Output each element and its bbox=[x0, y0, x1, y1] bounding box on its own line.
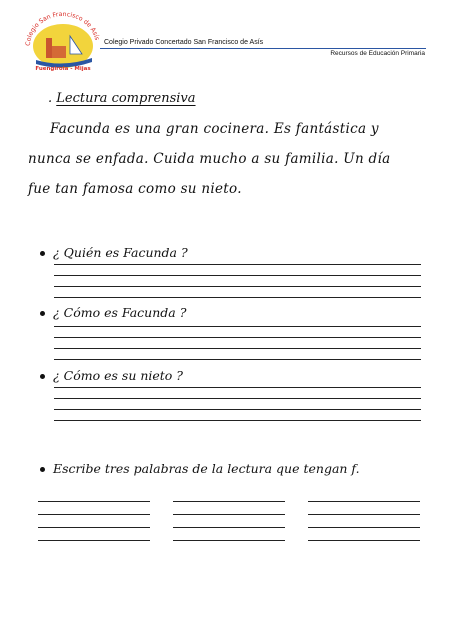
header-divider bbox=[100, 48, 426, 49]
school-name: Colegio Privado Concertado San Francisco de Asís bbox=[104, 39, 264, 46]
logo-location-text: Fuengirola - Mijas bbox=[35, 66, 91, 72]
school-logo bbox=[22, 6, 104, 72]
bullet-icon bbox=[40, 311, 45, 316]
logo-arc-text: Colegio San Francisco de Asís bbox=[24, 10, 101, 47]
reading-line-2: nunca se enfada. Cuida mucho a su familia. Un día bbox=[28, 151, 391, 167]
question-3: ¿ Cómo es su nieto ? bbox=[40, 368, 183, 383]
answer-lines-1[interactable] bbox=[54, 264, 421, 298]
word-box-2[interactable] bbox=[173, 501, 285, 541]
reading-line-3: fue tan famosa como su nieto. bbox=[28, 181, 242, 197]
logo-tower-icon bbox=[46, 38, 52, 58]
bullet-icon bbox=[40, 251, 45, 256]
word-box-3[interactable] bbox=[308, 501, 420, 541]
question-1: ¿ Quién es Facunda ? bbox=[40, 245, 188, 260]
reading-title: . Lectura comprensiva bbox=[48, 91, 196, 106]
question-2: ¿ Cómo es Facunda ? bbox=[40, 305, 186, 320]
answer-lines-2[interactable] bbox=[54, 326, 421, 360]
reading-line-1: Facunda es una gran cocinera. Es fantástica y bbox=[50, 121, 379, 137]
bullet-icon bbox=[40, 374, 45, 379]
bullet-icon bbox=[40, 467, 45, 472]
answer-lines-3[interactable] bbox=[54, 387, 421, 421]
word-box-1[interactable] bbox=[38, 501, 150, 541]
question-4: Escribe tres palabras de la lectura que tengan f. bbox=[40, 461, 360, 476]
resources-label: Recursos de Educación Primaria bbox=[330, 50, 425, 57]
